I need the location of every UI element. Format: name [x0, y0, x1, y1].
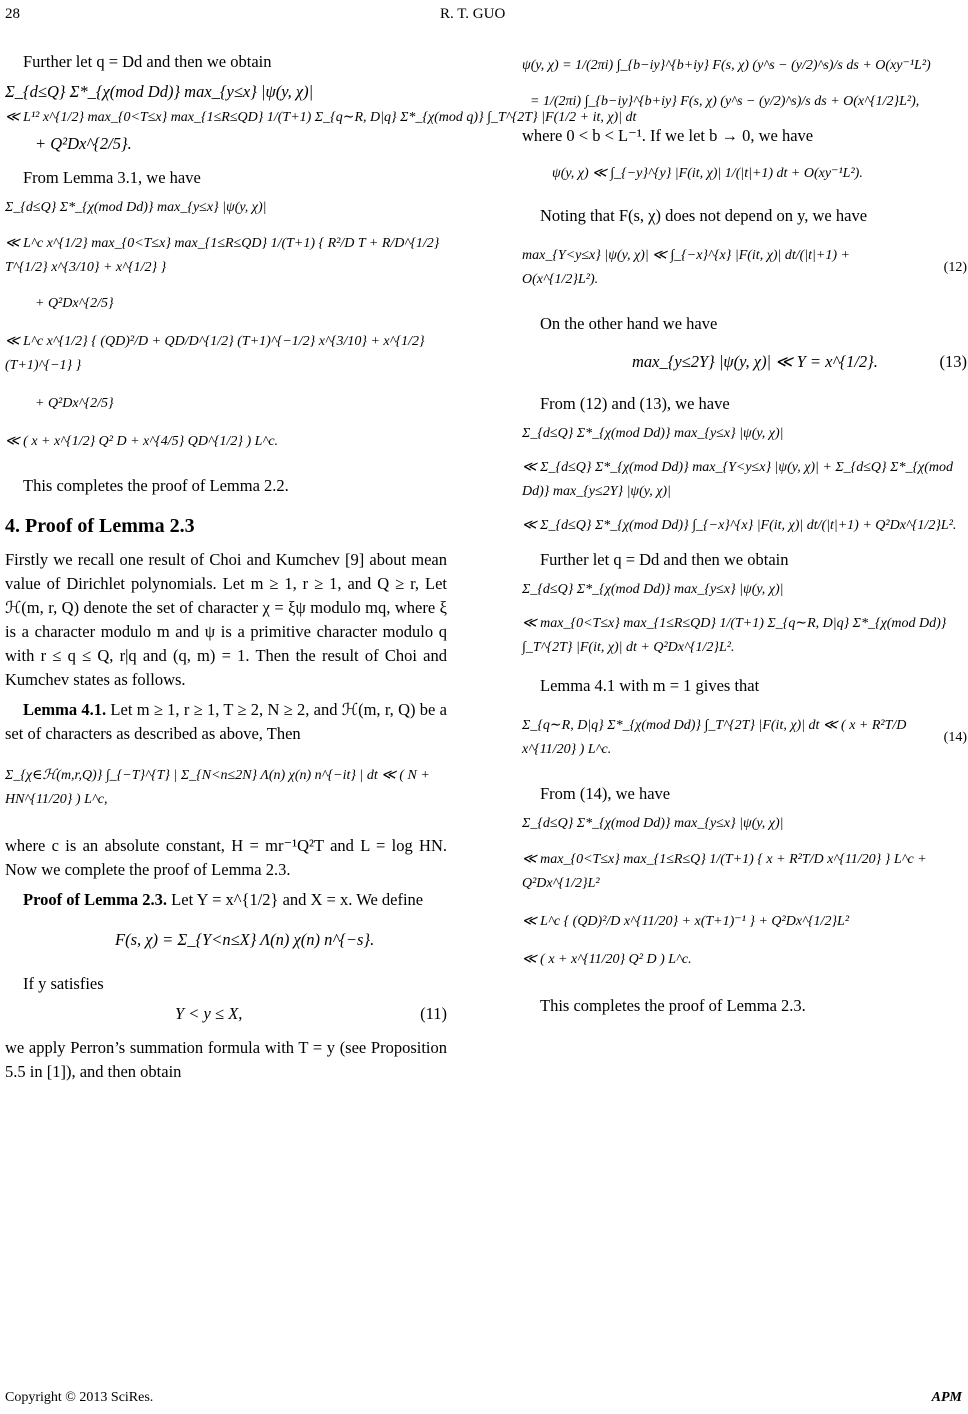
equation-line: ≪ ( x + x^{11/20} Q² D ) L^c.: [522, 952, 692, 967]
equation-number: (13): [939, 352, 967, 371]
equation-line: Σ_{d≤Q} Σ*_{χ(mod Dd)} max_{y≤x} |ψ(y, χ)|: [5, 82, 314, 101]
equation-number: (12): [943, 260, 967, 275]
equation-block: [522, 578, 967, 660]
equation-line: + Q²Dx^{2/5}: [35, 396, 114, 411]
equation-line: Σ_{d≤Q} Σ*_{χ(mod Dd)} max_{y≤x} |ψ(y, χ)|: [522, 426, 784, 441]
paragraph: On the other hand we have: [540, 314, 718, 333]
paragraph: From (14), we have: [540, 784, 671, 803]
equation-line: ≪ max_{0<T≤x} max_{1≤R≤QD} 1/(T+1) Σ_{q∼R, D|q} Σ*_{χ(mod Dd)} ∫_T^{2T} |F(it, χ)| dt + Q²Dx^{1/2}L².: [522, 616, 947, 655]
equation-line: + Q²Dx^{2/5}.: [35, 134, 132, 153]
lemma-statement: [5, 698, 447, 746]
equation-line: + Q²Dx^{2/5}: [35, 296, 114, 311]
equation-line: ≪ L¹² x^{1/2} max_{0<T≤x} max_{1≤R≤QD} 1/(T+1) Σ_{q∼R, D|q} Σ*_{χ(mod q)} ∫_T^{2T} |F(1/2 + it, χ)| dt: [5, 110, 637, 125]
equation-line: ≪ L^c x^{1/2} { (QD)²/D + QD/D^{1/2} (T+1)^{−1/2} x^{3/10} + x^{1/2} (T+1)^{−1} }: [5, 334, 425, 373]
equation-line: ≪ L^c x^{1/2} max_{0<T≤x} max_{1≤R≤QD} 1/(T+1) { R²/D T + R/D^{1/2} T^{1/2} x^{3/10} + x^{1/2} }: [5, 236, 440, 275]
equation-line: Y < y ≤ X,: [175, 1004, 243, 1023]
equation-block: [522, 350, 967, 374]
paragraph: Lemma 4.1 with m = 1 gives that: [540, 676, 760, 695]
equation-line: Σ_{d≤Q} Σ*_{χ(mod Dd)} max_{y≤x} |ψ(y, χ)|: [522, 582, 784, 597]
journal-abbreviation: APM: [931, 1390, 962, 1405]
equation-block: [522, 812, 967, 972]
paragraph: we apply Perron’s summation formula with T = y (see Proposition 5.5 in [1]), and then obtain: [5, 1038, 447, 1081]
right-column: [522, 50, 967, 1024]
equation-line: ψ(y, χ) ≪ ∫_{−y}^{y} |F(it, χ)| 1/(|t|+1) dt + O(xy⁻¹L²).: [552, 166, 863, 181]
equation-block: [5, 928, 447, 952]
equation-line: ≪ max_{0<T≤x} max_{1≤R≤Q} 1/(T+1) { x + R²T/D x^{11/20} } L^c + Q²Dx^{1/2}L²: [522, 852, 927, 891]
equation-block: [522, 242, 967, 294]
paragraph: Further let q = Dd and then we obtain: [23, 52, 272, 71]
paragraph: If y satisfies: [23, 974, 104, 993]
proof-text: Let Y = x^{1/2} and X = x. We define: [171, 890, 424, 909]
equation-block: [5, 1002, 447, 1026]
lemma-label: Lemma 4.1.: [23, 700, 107, 719]
equation-line: ψ(y, χ) = 1/(2πi) ∫_{b−iy}^{b+iy} F(s, χ) (y^s − (y/2)^s)/s ds + O(xy⁻¹L²): [522, 58, 931, 73]
equation-block: [5, 764, 447, 812]
equation-line: ≪ Σ_{d≤Q} Σ*_{χ(mod Dd)} max_{Y<y≤x} |ψ(y, χ)| + Σ_{d≤Q} Σ*_{χ(mod Dd)} max_{y≤2Y} |ψ(y, χ)|: [522, 460, 953, 499]
equation-line: Σ_{d≤Q} Σ*_{χ(mod Dd)} max_{y≤x} |ψ(y, χ)|: [5, 200, 267, 215]
equation-number: (14): [943, 730, 967, 745]
running-title: R. T. GUO: [440, 6, 506, 22]
equation-block: [522, 162, 967, 186]
equation-line: Σ_{χ∈ℋ(m,r,Q)} ∫_{−T}^{T} | Σ_{N<n≤2N} Λ(n) χ(n) n^{−it} | dt ≪ ( N + HN^{11/20} ) L^c,: [5, 768, 430, 807]
equation-block: [522, 422, 967, 538]
paragraph: Further let q = Dd and then we obtain: [540, 550, 789, 569]
equation-line: max_{y≤2Y} |ψ(y, χ)| ≪ Y = x^{1/2}.: [632, 352, 878, 371]
paragraph: where c is an absolute constant, H = mr⁻¹Q²T and L = log HN. Now we complete the proof of Lemma 2.3.: [5, 836, 447, 879]
paragraph: Noting that F(s, χ) does not depend on y, we have: [540, 206, 868, 225]
paragraph: From Lemma 3.1, we have: [23, 168, 201, 187]
paragraph: where 0 < b < L⁻¹. If we let b → 0, we have: [522, 126, 814, 145]
equation-line: = 1/(2πi) ∫_{b−iy}^{b+iy} F(s, χ) (y^s − (y/2)^s)/s ds + O(x^{1/2}L²),: [530, 94, 920, 109]
equation-line: ≪ ( x + x^{1/2} Q² D + x^{4/5} QD^{1/2} ) L^c.: [5, 434, 279, 449]
equation-block: [522, 712, 967, 764]
proof-statement: [5, 888, 447, 912]
equation-number: (11): [420, 1004, 447, 1023]
equation-block: [522, 54, 967, 114]
equation-line: ≪ L^c { (QD)²/D x^{11/20} + x(T+1)⁻¹ } + Q²Dx^{1/2}L²: [522, 914, 850, 929]
page-number: 28: [5, 6, 20, 22]
equation-line: max_{Y<y≤x} |ψ(y, χ)| ≪ ∫_{−x}^{x} |F(it, χ)| dt/(|t|+1) + O(x^{1/2}L²).: [522, 248, 850, 287]
lemma-text: Let m ≥ 1, r ≥ 1, T ≥ 2, N ≥ 2, and ℋ(m, r, Q) be a set of characters as described as above, Then: [5, 700, 447, 743]
proof-label: Proof of Lemma 2.3.: [23, 890, 168, 909]
paragraph: This completes the proof of Lemma 2.2.: [23, 476, 289, 495]
equation-line: Σ_{q∼R, D|q} Σ*_{χ(mod Dd)} ∫_T^{2T} |F(it, χ)| dt ≪ ( x + R²T/D x^{11/20} ) L^c.: [522, 718, 907, 757]
copyright-notice: Copyright © 2013 SciRes.: [5, 1390, 154, 1405]
equation-line: ≪ Σ_{d≤Q} Σ*_{χ(mod Dd)} ∫_{−x}^{x} |F(it, χ)| dt/(|t|+1) + Q²Dx^{1/2}L².: [522, 518, 957, 533]
paragraph: Firstly we recall one result of Choi and Kumchev [9] about mean value of Dirichlet polynomials. Let m ≥ 1, r ≥ 1, and Q ≥ r, Let ℋ(m, r, Q) denote the set of character χ = ξψ modulo mq, where ξ is a character modulo m and ψ is a primitive character modulo q with r ≤ q ≤ Q, r|q and (q, m) = 1. Then the result of Choi and Kumchev states as follows.: [5, 550, 447, 689]
paragraph: From (12) and (13), we have: [540, 394, 730, 413]
equation-line: F(s, χ) = Σ_{Y<n≤X} Λ(n) χ(n) n^{−s}.: [115, 930, 375, 949]
equation-block: [5, 196, 447, 454]
paragraph: This completes the proof of Lemma 2.3.: [540, 996, 806, 1015]
equation-block: [5, 80, 637, 156]
section-title: 4. Proof of Lemma 2.3: [5, 515, 195, 537]
equation-line: Σ_{d≤Q} Σ*_{χ(mod Dd)} max_{y≤x} |ψ(y, χ)|: [522, 816, 784, 831]
